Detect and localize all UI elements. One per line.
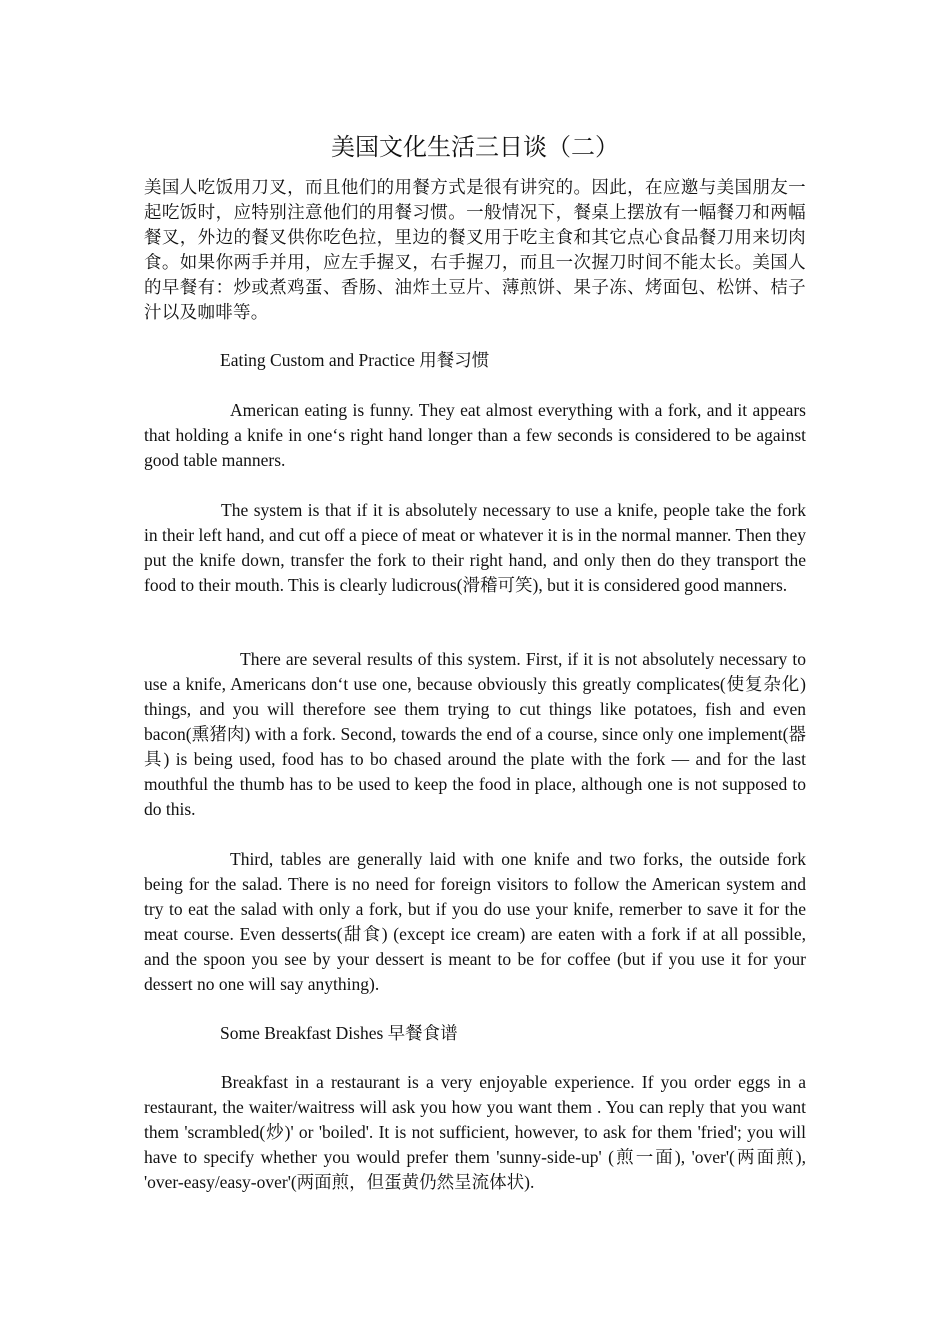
section-heading-eating-custom: Eating Custom and Practice 用餐习惯 [220, 350, 490, 370]
section-heading-breakfast: Some Breakfast Dishes 早餐食谱 [220, 1023, 458, 1043]
paragraph-breakfast-eggs: Breakfast in a restaurant is a very enjoyable experience. If you order eggs in a restaurant, the waiter/waitress will ask you how you want them . You can reply that you want them 'scrambled(炒)' or 'boiled'. It is not sufficient, however, to ask for them 'fried'; you will have to specify whether you would prefer them 'sunny-side-up' (煎一面), 'over'(两面煎), 'over-easy/easy-over'(两面煎，但蛋黄仍然呈流体状). [144, 1072, 806, 1192]
paragraph-system-results: There are several results of this system. First, if it is not absolutely necessary to use a knife, Americans don‘t use one, because obviously this greatly complicates(使复杂化) things, and you will therefore see them trying to cut things like potatoes, fish and even bacon(熏猪肉) with a fork. Second, towards the end of a course, since only one implement(器具) is being used, food has to bo chased around the plate with the fork — and for the last mouthful the thumb has to be used to keep the food in place, although one is not supposed to do this. [144, 649, 806, 819]
page-title: 美国文化生活三日谈（二） [331, 135, 619, 161]
paragraph-american-eating: American eating is funny. They eat almost everything with a fork, and it appears that holding a knife in one‘s right hand longer than a few seconds is considered to be against good table manners. [144, 400, 806, 470]
paragraph-knife-system: The system is that if it is absolutely necessary to use a knife, people take the fork in their left hand, and cut off a piece of meat or whatever it is in the normal manner. Then they put the knife down, transfer the fork to their right hand, and only then do they transport the food to their mouth. This is clearly ludicrous(滑稽可笑), but it is considered good manners. [144, 500, 806, 595]
paragraph-table-setting: Third, tables are generally laid with one knife and two forks, the outside fork being for the salad. There is no need for foreign visitors to follow the American system and try to eat the salad with only a fork, but if you do use your knife, remerber to save it for the meat course. Even desserts(甜食) (except ice cream) are eaten with a fork if at all possible, and the spoon you see by your dessert is meant to be for coffee (but if you use it for your dessert no one will say anything). [144, 849, 806, 994]
intro-paragraph: 美国人吃饭用刀叉，而且他们的用餐方式是很有讲究的。因此，在应邀与美国朋友一起吃饭时，应特别注意他们的用餐习惯。一般情况下，餐桌上摆放有一幅餐刀和两幅餐叉，外边的餐叉供你吃色拉，里边的餐叉用于吃主食和其它点心食品餐刀用来切肉食。如果你两手并用，应左手握叉，右手握刀，而且一次握刀时间不能太长。美国人的早餐有：炒或煮鸡蛋、香肠、油炸土豆片、薄煎饼、果子冻、烤面包、松饼、桔子汁以及咖啡等。 [144, 177, 806, 322]
